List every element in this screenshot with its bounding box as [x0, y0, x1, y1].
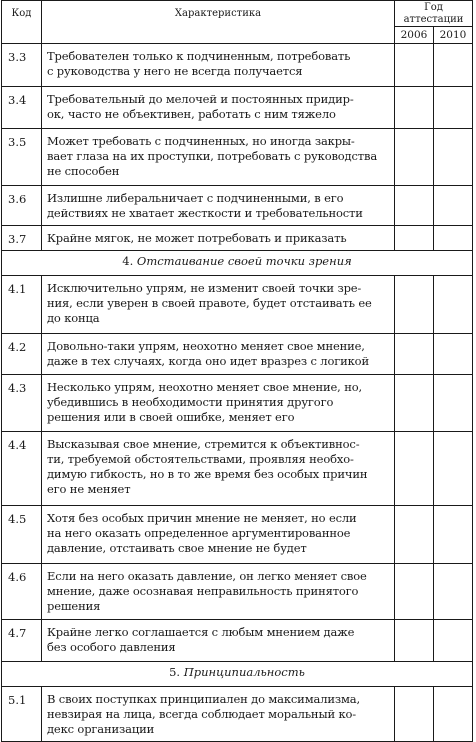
rating-cell-2010[interactable] — [434, 276, 473, 334]
rating-cell-2006[interactable] — [395, 375, 434, 432]
header-year-2010: 2010 — [434, 27, 473, 44]
table-row — [2, 432, 473, 506]
characteristic-line: В своих поступках принципиален до максимализма, — [47, 692, 360, 706]
characteristic-line: декс организации — [47, 722, 155, 736]
rating-cell-2010[interactable] — [434, 687, 473, 742]
row-characteristic — [42, 564, 395, 620]
characteristic-line: Требовательный до мелочей и постоянных придир- — [47, 92, 354, 106]
row-characteristic — [42, 620, 395, 662]
characteristic-line: вает глаза на их проступки, потребовать с руководства — [47, 149, 378, 163]
row-characteristic — [42, 44, 395, 87]
characteristic-line: Высказывая свое мнение, стремится к объективнос- — [47, 437, 360, 451]
characteristic-line: димую гибкость, но в то же время без особых причин — [47, 467, 368, 481]
characteristic-line: его не меняет — [47, 482, 131, 496]
table-row — [2, 334, 473, 375]
rating-cell-2006[interactable] — [395, 276, 434, 334]
rating-cell-2006[interactable] — [395, 129, 434, 186]
header-year-line1: Год — [424, 2, 443, 13]
characteristic-line: мнение, даже осознавая неправильность принятого — [47, 584, 359, 598]
characteristic-line: Несколько упрям, неохотно меняет свое мнение, но, — [47, 380, 362, 394]
table-header — [2, 1, 473, 44]
characteristic-line: убедившись в необходимости принятия другого — [47, 395, 334, 409]
characteristic-line: до конца — [47, 311, 100, 325]
rating-cell-2010[interactable] — [434, 620, 473, 662]
header-year-group — [395, 1, 473, 27]
row-code: 3.6 — [2, 186, 42, 226]
table-row — [2, 687, 473, 742]
rating-cell-2006[interactable] — [395, 87, 434, 129]
rating-cell-2010[interactable] — [434, 226, 473, 251]
row-code: 4.1 — [2, 276, 42, 334]
row-characteristic — [42, 506, 395, 564]
row-characteristic — [42, 129, 395, 186]
header-characteristic: Характеристика — [42, 1, 395, 44]
rating-cell-2006[interactable] — [395, 564, 434, 620]
rating-cell-2006[interactable] — [395, 687, 434, 742]
characteristic-line: ти, требуемой обстоятельствами, проявляя необхо- — [47, 452, 354, 466]
table-row — [2, 564, 473, 620]
row-code: 4.7 — [2, 620, 42, 662]
rating-cell-2006[interactable] — [395, 44, 434, 87]
characteristic-line: Довольно-таки упрям, неохотно меняет свое мнение, — [47, 339, 365, 353]
row-characteristic — [42, 334, 395, 375]
characteristic-line: с руководства у него не всегда получается — [47, 64, 303, 78]
rating-cell-2006[interactable] — [395, 334, 434, 375]
table-row — [2, 129, 473, 186]
rating-cell-2010[interactable] — [434, 564, 473, 620]
characteristic-line: невзирая на лица, всегда соблюдает моральный ко- — [47, 707, 357, 721]
characteristic-line: без особого давления — [47, 640, 176, 654]
rating-cell-2006[interactable] — [395, 186, 434, 226]
section-title-cell — [2, 251, 473, 276]
row-code: 4.5 — [2, 506, 42, 564]
characteristic-line: Требователен только к подчиненным, потребовать — [47, 49, 351, 63]
row-code: 5.1 — [2, 687, 42, 742]
rating-cell-2010[interactable] — [434, 375, 473, 432]
characteristic-line: Крайне легко соглашается с любым мнением даже — [47, 625, 355, 639]
characteristic-line: Крайне мягок, не может потребовать и приказать — [47, 231, 347, 245]
table-row — [2, 506, 473, 564]
characteristic-line: давление, отстаивать свое мнение не будет — [47, 541, 307, 555]
section-title: Принципиальность — [183, 665, 305, 679]
characteristic-line: Может требовать с подчиненных, но иногда закры- — [47, 134, 355, 148]
section-title-cell — [2, 662, 473, 687]
rating-cell-2010[interactable] — [434, 44, 473, 87]
characteristic-line: даже в тех случаях, когда оно идет вразрез с логикой — [47, 354, 369, 368]
row-characteristic — [42, 226, 395, 251]
characteristic-line: ок, часто не объективен, работать с ним тяжело — [47, 107, 336, 121]
characteristic-line: Излишне либеральничает с подчиненными, в его — [47, 191, 344, 205]
characteristic-line: Исключительно упрям, не изменит своей точки зре- — [47, 281, 362, 295]
characteristic-line: Хотя без особых причин мнение не меняет, но если — [47, 511, 357, 525]
rating-cell-2010[interactable] — [434, 432, 473, 506]
header-year-line2: аттестации — [403, 14, 464, 25]
row-code: 4.3 — [2, 375, 42, 432]
characteristic-line: действиях не хватает жесткости и требовательности — [47, 206, 363, 220]
section-row — [2, 251, 473, 276]
section-number: 4. — [122, 254, 134, 268]
rating-cell-2010[interactable] — [434, 506, 473, 564]
header-year-2006: 2006 — [395, 27, 434, 44]
characteristic-line: решения или в своей ошибке, меняет его — [47, 410, 295, 424]
attestation-table-page — [1, 0, 473, 742]
table-row — [2, 226, 473, 251]
characteristic-line: ния, если уверен в своей правоте, будет отстаивать ее — [47, 296, 372, 310]
row-characteristic — [42, 687, 395, 742]
table-row — [2, 44, 473, 87]
row-code: 3.7 — [2, 226, 42, 251]
section-title: Отстаивание своей точки зрения — [136, 254, 352, 268]
table-row — [2, 375, 473, 432]
row-characteristic — [42, 375, 395, 432]
table-row — [2, 186, 473, 226]
row-characteristic — [42, 432, 395, 506]
table-row — [2, 620, 473, 662]
row-code: 3.5 — [2, 129, 42, 186]
rating-cell-2010[interactable] — [434, 334, 473, 375]
section-number: 5. — [169, 665, 181, 679]
row-code: 3.4 — [2, 87, 42, 129]
header-code: Код — [2, 1, 42, 44]
attestation-table — [1, 0, 473, 742]
rating-cell-2006[interactable] — [395, 226, 434, 251]
characteristic-line: решения — [47, 599, 101, 613]
row-code: 3.3 — [2, 44, 42, 87]
table-row — [2, 87, 473, 129]
rating-cell-2006[interactable] — [395, 506, 434, 564]
rating-cell-2010[interactable] — [434, 129, 473, 186]
row-code: 4.4 — [2, 432, 42, 506]
table-row — [2, 276, 473, 334]
table-body — [2, 44, 473, 742]
row-characteristic — [42, 276, 395, 334]
row-code: 4.6 — [2, 564, 42, 620]
rating-cell-2006[interactable] — [395, 432, 434, 506]
section-row — [2, 662, 473, 687]
row-characteristic — [42, 87, 395, 129]
row-characteristic — [42, 186, 395, 226]
row-code: 4.2 — [2, 334, 42, 375]
characteristic-line: на него оказать определенное аргументированное — [47, 526, 351, 540]
characteristic-line: не способен — [47, 164, 120, 178]
rating-cell-2006[interactable] — [395, 620, 434, 662]
characteristic-line: Если на него оказать давление, он легко меняет свое — [47, 569, 367, 583]
rating-cell-2010[interactable] — [434, 186, 473, 226]
rating-cell-2010[interactable] — [434, 87, 473, 129]
